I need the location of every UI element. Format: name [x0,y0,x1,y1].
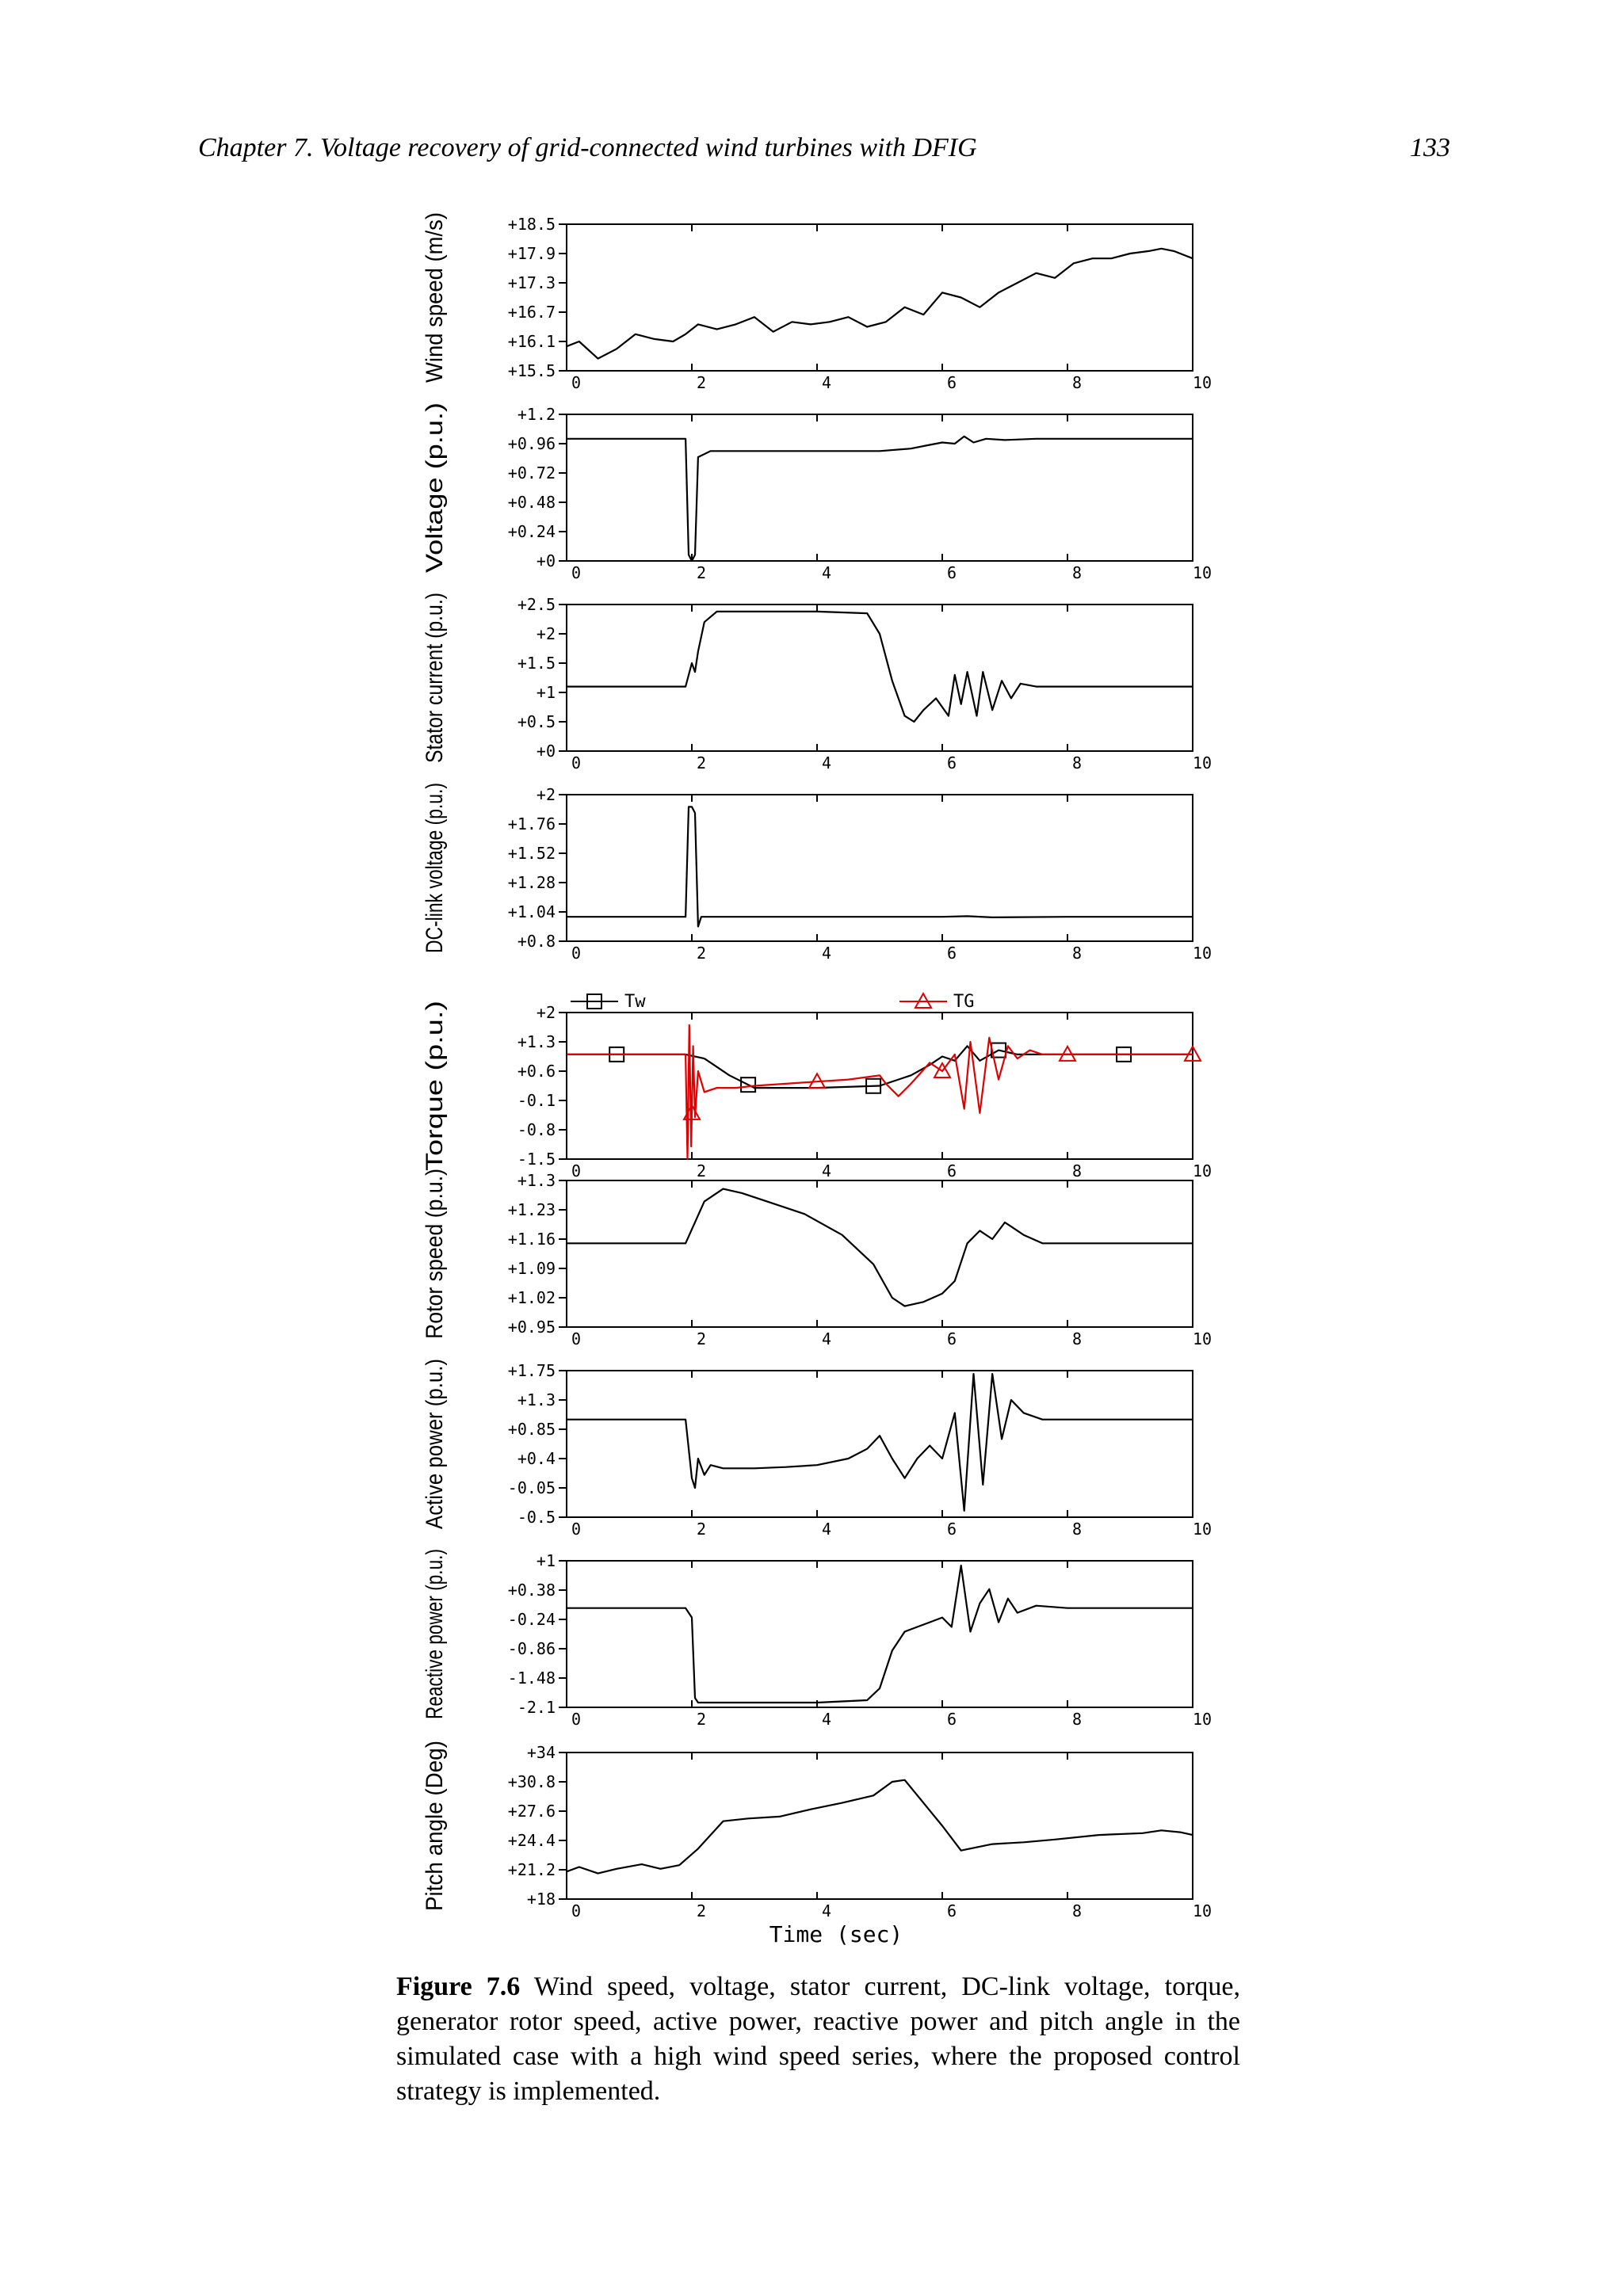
y-tick-label: -0.86 [507,1639,556,1658]
x-tick-label: 8 [1072,373,1083,392]
x-tick-label: 6 [947,1901,957,1920]
y-tick-label: +0 [536,551,556,570]
series-line-data [567,612,1193,722]
y-tick-label: +18 [526,1890,556,1909]
plot-frame [567,1180,1193,1327]
plot-frame [567,1561,1193,1707]
x-tick-label: 2 [697,944,707,963]
x-tick-label: 6 [947,1161,957,1180]
chapter-title: Chapter 7. Voltage recovery of grid-connected wind turbines with DFIG [198,133,977,162]
x-tick-label: 2 [697,1710,707,1729]
y-tick-label: +1.75 [507,1361,556,1380]
y-tick-label: +0.4 [517,1449,556,1468]
y-tick-label: -0.5 [517,1508,556,1527]
y-tick-label: +15.5 [507,361,556,380]
plot-frame [567,1371,1193,1517]
y-tick-label: +1.3 [517,1390,556,1409]
x-tick-label: 0 [571,944,582,963]
x-tick-label: 4 [822,373,832,392]
x-tick-label: 6 [947,753,957,772]
y-tick-label: +1.52 [507,844,556,863]
x-tick-label: 2 [697,1329,707,1348]
y-tick-label: +1.28 [507,873,556,892]
y-tick-label: -1.5 [517,1150,556,1169]
y-tick-label: +1.3 [517,1171,556,1190]
x-tick-label: 10 [1192,1520,1212,1539]
x-tick-label: 10 [1192,1901,1212,1920]
y-tick-label: +2 [536,624,556,643]
x-tick-label: 4 [822,563,832,582]
x-tick-label: 2 [697,373,707,392]
x-tick-label: 6 [947,563,957,582]
plot-frame [567,1753,1193,1899]
x-tick-label: 6 [947,1710,957,1729]
x-tick-label: 8 [1072,563,1083,582]
y-tick-label: -0.05 [507,1478,556,1497]
x-tick-label: 6 [947,944,957,963]
y-tick-label: +0.85 [507,1420,556,1439]
x-tick-label: 2 [697,1520,707,1539]
series-line-data [567,1189,1193,1306]
x-tick-label: 4 [822,1901,832,1920]
y-tick-label: -0.24 [507,1610,556,1629]
y-tick-label: +17.9 [507,244,556,263]
y-axis-label: Rotor speed (p.u.) [422,1147,448,1339]
caption-text: Wind speed, voltage, stator current, DC-link voltage, torque, generator rotor speed, active power, reactive power and pitch angle in the simulated case with a high wind speed series, where the proposed control strategy is implemented. [396,1972,1240,2106]
x-tick-label: 6 [947,373,957,392]
y-tick-label: -2.1 [517,1698,556,1717]
y-tick-label: +1.76 [507,814,556,833]
y-axis-label: Stator current (p.u.) [422,556,448,763]
y-tick-label: -0.1 [517,1091,556,1110]
plot-frame [567,795,1193,941]
y-tick-label: +0.24 [507,522,556,541]
y-tick-label: +0.5 [517,712,556,731]
x-tick-label: 8 [1072,1161,1083,1180]
x-tick-label: 10 [1192,563,1212,582]
plot-frame [567,605,1193,751]
x-tick-label: 0 [571,1329,582,1348]
y-tick-label: +0.6 [517,1062,556,1081]
series-line-tg [567,1025,1193,1159]
x-tick-label: 10 [1192,1161,1212,1180]
x-tick-label: 4 [822,1329,832,1348]
x-tick-label: 4 [822,1161,832,1180]
x-tick-label: 8 [1072,944,1083,963]
x-tick-label: 8 [1072,1901,1083,1920]
y-tick-label: +1.04 [507,902,556,921]
series-line-data [567,1374,1193,1511]
y-axis-label: Pitch angle (Deg) [422,1727,448,1911]
y-tick-label: +16.7 [507,303,556,322]
page-number: 133 [1410,133,1450,162]
series-line-tw [567,1046,1193,1088]
y-tick-label: +0.96 [507,434,556,453]
x-tick-label: 6 [947,1329,957,1348]
x-tick-label: 8 [1072,1520,1083,1539]
y-tick-label: +30.8 [507,1772,556,1791]
y-tick-label: +1.3 [517,1032,556,1051]
y-tick-label: +0.38 [507,1581,556,1600]
y-tick-label: -1.48 [507,1669,556,1688]
y-tick-label: +17.3 [507,273,556,292]
y-tick-label: +2 [536,785,556,804]
series-line-data [567,437,1193,561]
y-tick-label: +0.95 [507,1318,556,1337]
y-tick-label: +1.23 [507,1200,556,1219]
x-tick-label: 4 [822,944,832,963]
x-axis-label: Time (sec) [769,1921,903,1947]
y-axis-label: Active power (p.u.) [422,1330,448,1529]
x-tick-label: 0 [571,1161,582,1180]
x-tick-label: 0 [571,563,582,582]
x-tick-label: 10 [1192,1710,1212,1729]
x-tick-label: 6 [947,1520,957,1539]
y-tick-label: +1 [536,1551,556,1570]
y-tick-label: +16.1 [507,332,556,351]
y-axis-label: Torque (p.u.) [422,1035,448,1171]
x-tick-label: 4 [822,753,832,772]
y-tick-label: +21.2 [507,1860,556,1879]
caption-label: Figure 7.6 [396,1972,521,2001]
plot-frame [567,414,1193,561]
x-tick-label: 4 [822,1520,832,1539]
y-tick-label: +1.2 [517,405,556,424]
x-tick-label: 8 [1072,1329,1083,1348]
x-tick-label: 10 [1192,1329,1212,1348]
y-tick-label: +1.5 [517,654,556,673]
y-tick-label: +18.5 [507,215,556,234]
x-tick-label: 2 [697,563,707,582]
y-tick-label: +1 [536,683,556,702]
x-tick-label: 0 [571,373,582,392]
y-axis-label: Voltage (p.u.) [422,431,448,573]
y-tick-label: +24.4 [507,1831,556,1850]
y-tick-label: +0.72 [507,463,556,482]
y-tick-label: +27.6 [507,1802,556,1821]
x-tick-label: 8 [1072,753,1083,772]
plot-frame [567,224,1193,371]
x-tick-label: 2 [697,1901,707,1920]
x-tick-label: 10 [1192,373,1212,392]
x-tick-label: 2 [697,753,707,772]
x-tick-label: 0 [571,753,582,772]
y-axis-label: DC-link voltage (p.u.) [422,730,448,953]
y-tick-label: +1.16 [507,1230,556,1249]
y-tick-label: -0.8 [517,1120,556,1139]
y-axis-label: Reactive power (p.u.) [422,1493,448,1719]
x-tick-label: 0 [571,1520,582,1539]
x-tick-label: 4 [822,1710,832,1729]
legend-label-tg: TG [953,992,975,1012]
x-tick-label: 10 [1192,753,1212,772]
figure-caption [396,1970,1240,2109]
series-line-data [567,1780,1193,1874]
y-tick-label: +1.02 [507,1288,556,1307]
x-tick-label: 2 [697,1161,707,1180]
y-tick-label: +1.09 [507,1259,556,1278]
y-tick-label: +2 [536,1003,556,1022]
x-tick-label: 8 [1072,1710,1083,1729]
y-axis-label: Wind speed (m/s) [422,196,448,383]
series-line-data [567,1566,1193,1703]
series-line-data [567,807,1193,926]
x-tick-label: 0 [571,1710,582,1729]
y-tick-label: +0 [536,742,556,761]
x-tick-label: 10 [1192,944,1212,963]
series-line-data [567,249,1193,359]
y-tick-label: +0.48 [507,493,556,512]
y-tick-label: +34 [526,1743,556,1762]
y-tick-label: +2.5 [517,595,556,614]
y-tick-label: +0.8 [517,932,556,951]
x-tick-label: 0 [571,1901,582,1920]
legend-label-tw: Tw [624,992,646,1012]
